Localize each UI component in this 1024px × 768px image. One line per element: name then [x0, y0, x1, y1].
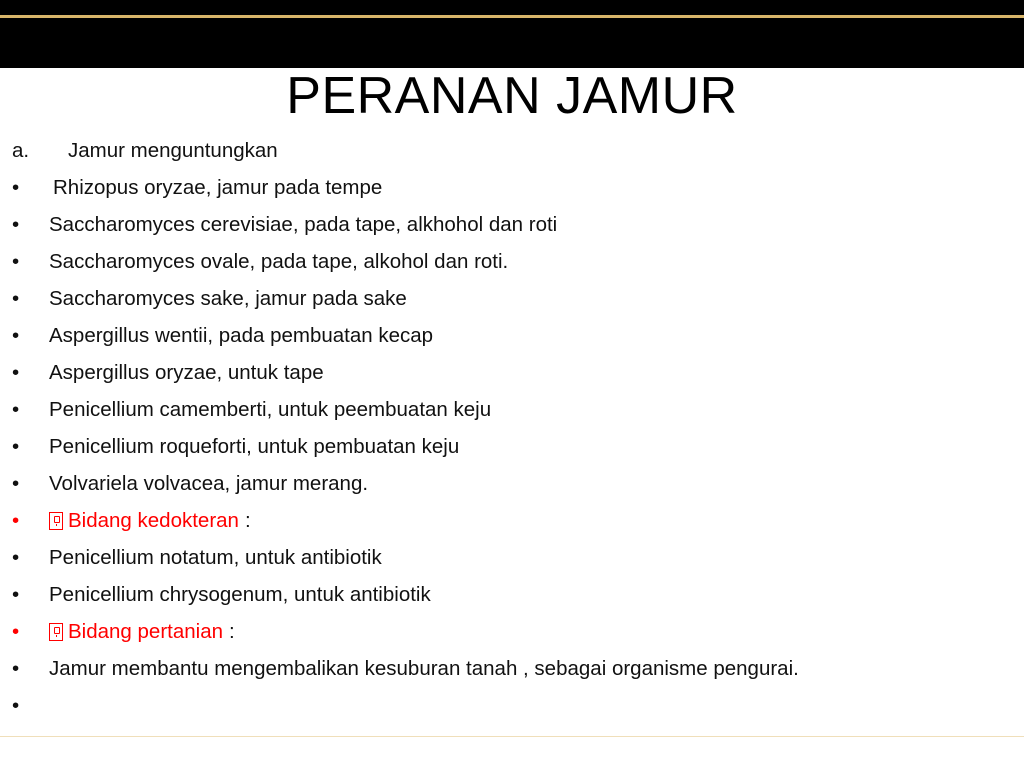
list-item [12, 169, 1012, 206]
list-item [12, 650, 1012, 687]
list-item-text: Aspergillus wentii, pada pembuatan kecap [49, 324, 434, 347]
list-item [12, 243, 1012, 280]
slide-title: PERANAN JAMUR [286, 67, 738, 125]
list-item [12, 280, 1012, 317]
bullet-marker: • [12, 620, 20, 643]
bullet-marker: • [12, 176, 20, 199]
bullet-marker: • [12, 213, 20, 236]
list-item-text: Saccharomyces cerevisiae, pada tape, alkhohol dan roti [49, 213, 558, 236]
bullet-marker: • [12, 472, 20, 495]
bullet-marker: • [12, 657, 20, 680]
section-heading-text [49, 613, 235, 650]
bullet-marker: • [12, 324, 20, 347]
list-item [12, 391, 1012, 428]
heading-text: Jamur menguntungkan [68, 139, 278, 162]
list-item-text: Rhizopus oryzae, jamur pada tempe [53, 176, 383, 199]
list-item-text: Saccharomyces sake, jamur pada sake [49, 287, 407, 310]
list-item [12, 317, 1012, 354]
list-heading [12, 132, 1012, 169]
bullet-marker: • [12, 583, 20, 606]
bullet-marker: • [12, 398, 20, 421]
list-item-text: Saccharomyces ovale, pada tape, alkohol dan roti. [49, 250, 509, 273]
section-heading-label: Bidang pertanian [68, 620, 224, 643]
list-item-text: Volvariela volvacea, jamur merang. [49, 472, 369, 495]
bottom-divider [0, 736, 1024, 737]
bullet-marker: • [12, 287, 20, 310]
list-item [12, 576, 1012, 613]
list-item-text: Penicellium camemberti, untuk peembuatan keju [49, 398, 492, 421]
bullet-marker: • [12, 546, 20, 569]
list-item-text: Jamur membantu mengembalikan kesuburan tanah , sebagai organisme pengurai. [49, 657, 799, 680]
list-item [12, 354, 1012, 391]
list-item-text: Aspergillus oryzae, untuk tape [49, 361, 324, 384]
list-item-text: Penicellium notatum, untuk antibiotik [49, 546, 382, 569]
section-heading-label: Bidang kedokteran [68, 509, 239, 532]
section-heading-pertanian [12, 613, 1012, 650]
section-heading-colon: : [244, 509, 251, 532]
bullet-marker: • [12, 361, 20, 384]
bullet-marker: • [12, 435, 20, 458]
heading-marker: a. [12, 139, 30, 162]
missing-glyph-icon [49, 623, 63, 641]
section-heading-text [49, 502, 251, 539]
empty-list-item [12, 687, 1012, 724]
list-item [12, 465, 1012, 502]
bullet-marker: • [12, 250, 20, 273]
section-heading-colon: : [229, 620, 235, 643]
slide-content [12, 132, 1012, 724]
bullet-marker: • [12, 694, 20, 717]
missing-glyph-icon [49, 512, 63, 530]
list-item-text: Penicellium chrysogenum, untuk antibiotik [49, 583, 431, 606]
list-item [12, 428, 1012, 465]
bullet-marker: • [12, 509, 20, 532]
list-item [12, 206, 1012, 243]
top-bar [0, 0, 1024, 68]
section-heading-kedokteran [12, 502, 1012, 539]
top-bar-accent-line [0, 15, 1024, 18]
list-item-text: Penicellium roqueforti, untuk pembuatan keju [49, 435, 460, 458]
list-item [12, 539, 1012, 576]
